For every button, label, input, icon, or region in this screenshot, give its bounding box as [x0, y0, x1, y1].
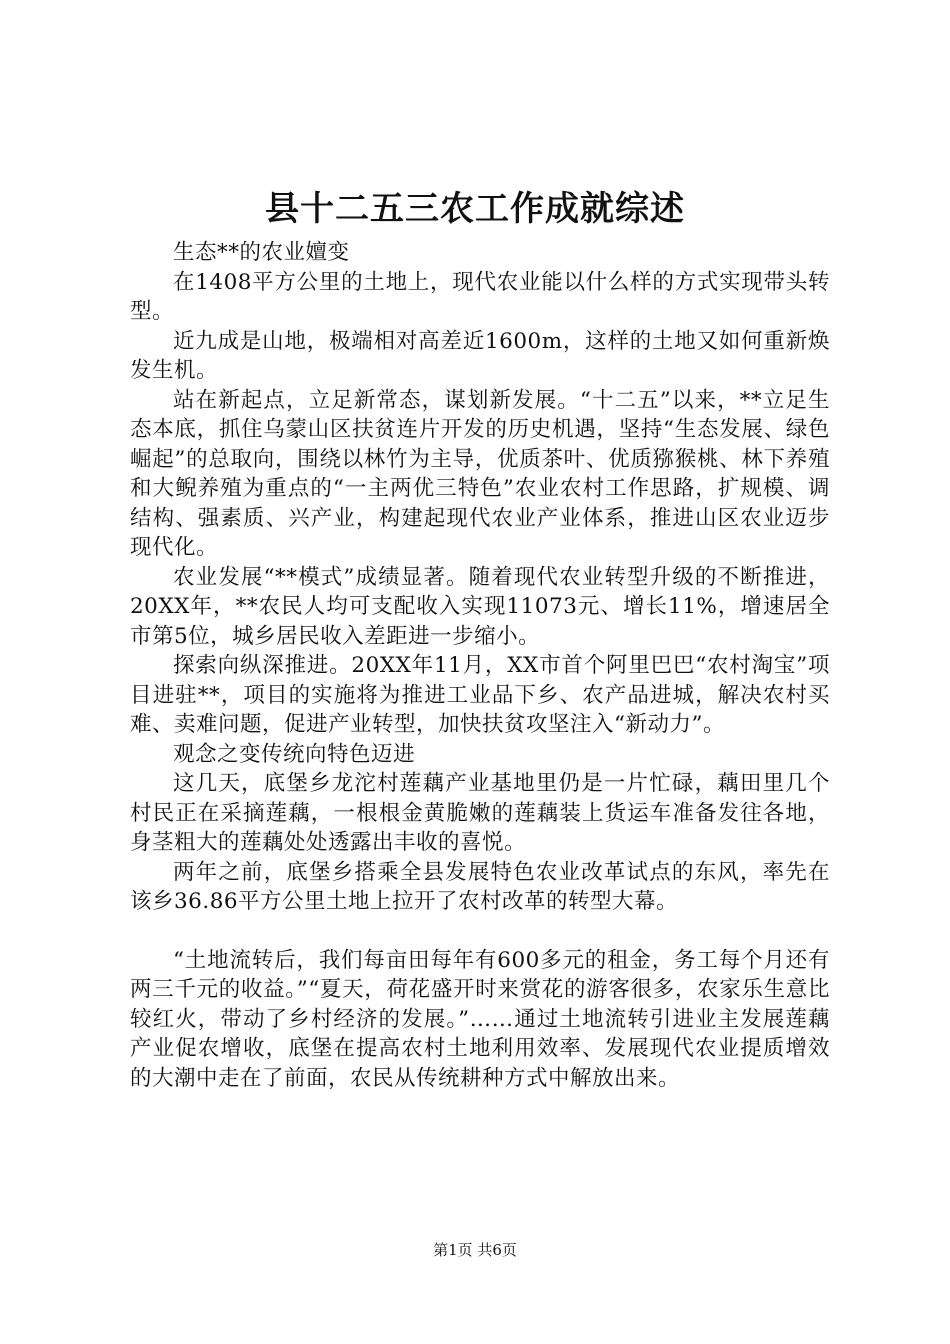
paragraph: 近九成是山地，极端相对高差近1600m，这样的土地又如何重新焕发生机。 [130, 328, 830, 383]
paragraph: 两年之前，底堡乡搭乘全县发展特色农业改革试点的东风，率先在该乡36.86平方公里土地上拉开了农村改革的转型大幕。 [130, 859, 830, 914]
paragraph: 农业发展“**模式”成绩显著。随着现代农业转型升级的不断推进，20XX年，**农民人均可支配收入实现11073元、增长11%，增速居全市第5位，城乡居民收入差距进一步缩小。 [130, 564, 830, 649]
section-heading: 观念之变传统向特色迈进 [173, 741, 416, 767]
paragraph: “土地流转后，我们每亩田每年有600多元的租金，务工每个月还有两三千元的收益。”“夏天，荷花盛开时来赏花的游客很多，农家乐生意比较红火，带动了乡村经济的发展。”……通过土地流转引进业主发展莲藕产业促农增收，底堡在提高农村土地利用效率、发展现代农业提质增效的大潮中走在了前面，农民从传统耕种方式中解放出来。 [130, 947, 830, 1091]
document-title: 县十二五三农工作成就综述 [265, 189, 685, 229]
page-footer: 第1页 共6页 [433, 1241, 517, 1259]
section-heading: 生态**的农业嬗变 [173, 240, 350, 265]
paragraph: 站在新起点，立足新常态，谋划新发展。“十二五”以来，**立足生态本底，抓住乌蒙山区扶贫连片开发的历史机遇，坚持“生态发展、绿色崛起”的总取向，围绕以林竹为主导，优质茶叶、优质猕猴桃、林下养殖和大鲵养殖为重点的“一主两优三特色”农业农村工作思路，扩规模、调结构、强素质、兴产业，构建起现代农业产业体系，推进山区农业迈步现代化。 [130, 387, 830, 560]
document-body [130, 238, 830, 1093]
paragraph: 在1408平方公里的土地上，现代农业能以什么样的方式实现带头转型。 [130, 269, 830, 324]
paragraph: 探索向纵深推进。20XX年11月，XX市首个阿里巴巴“农村淘宝”项目进驻**，项目的实施将为推进工业品下乡、农产品进城，解决农村买难、卖难问题，促进产业转型，加快扶贫攻坚注入“新动力”。 [130, 653, 830, 737]
paragraph: 这几天，底堡乡龙沱村莲藕产业基地里仍是一片忙碌，藕田里几个村民正在采摘莲藕，一根根金黄脆嫩的莲藕装上货运车准备发往各地，身茎粗大的莲藕处处透露出丰收的喜悦。 [130, 771, 830, 855]
